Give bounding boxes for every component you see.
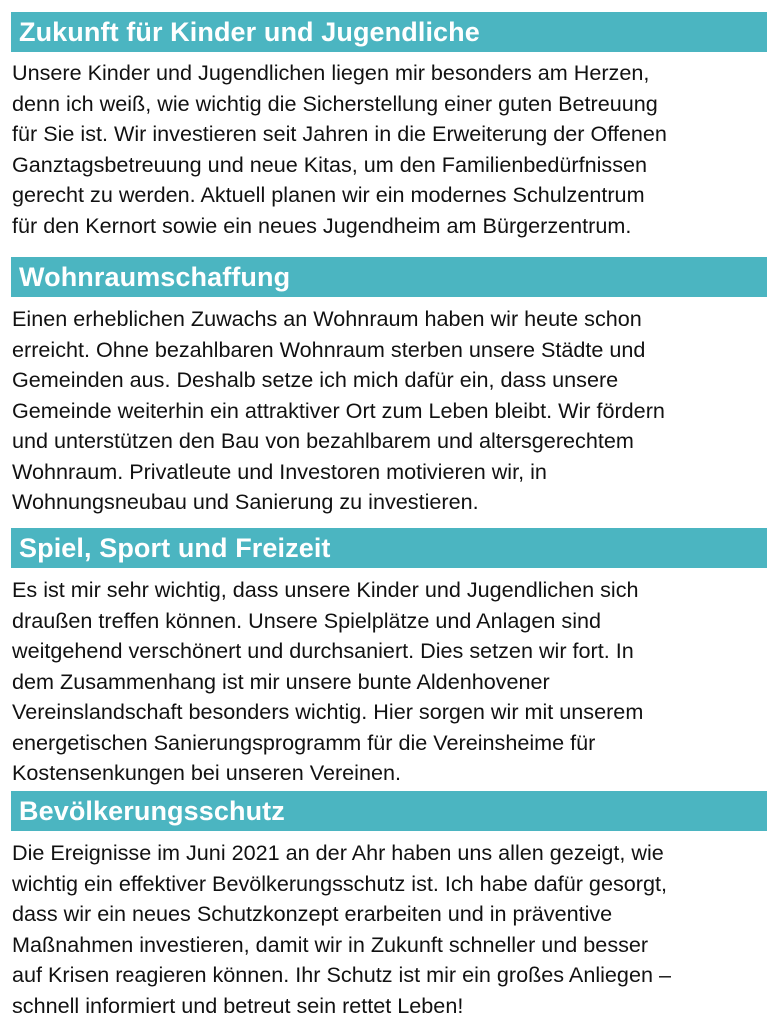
section-heading: Bevölkerungsschutz	[19, 796, 285, 826]
section-paragraph	[12, 58, 772, 241]
paragraph-line: dass wir ein neues Schutzkonzept erarbeiten und in präventive	[12, 901, 613, 926]
paragraph-line: auf Krisen reagieren können. Ihr Schutz ist mir ein großes Anliegen –	[12, 962, 671, 987]
paragraph-line: Maßnahmen investieren, damit wir in Zukunft schneller und besser	[12, 931, 649, 957]
section-paragraph	[12, 838, 772, 1021]
paragraph-line: Einen erheblichen Zuwachs an Wohnraum haben wir heute schon	[12, 306, 642, 331]
paragraph-line: Vereinslandschaft besonders wichtig. Hier sorgen wir mit unserem	[12, 699, 644, 724]
section-paragraph	[12, 575, 772, 789]
paragraph-line: für Sie ist. Wir investieren seit Jahren in die Erweiterung der Offenen	[12, 121, 667, 146]
paragraph-line: Kostensenkungen bei unseren Vereinen.	[12, 760, 401, 785]
section-heading: Wohnraumschaffung	[19, 262, 291, 292]
paragraph-line: Gemeinden aus. Deshalb setze ich mich dafür ein, dass unsere	[12, 367, 619, 392]
paragraph-line: energetischen Sanierungsprogramm für die Vereinsheime für	[12, 729, 596, 755]
paragraph-line: Ganztagsbetreuung und neue Kitas, um den Familienbedürfnissen	[12, 151, 648, 177]
section-heading-bar	[11, 12, 767, 52]
paragraph-line: und unterstützen den Bau von bezahlbarem und altersgerechtem	[12, 428, 634, 453]
paragraph-line: Wohnungsneubau und Sanierung zu investieren.	[12, 489, 479, 514]
paragraph-line: Es ist mir sehr wichtig, dass unsere Kinder und Jugendlichen sich	[12, 577, 639, 602]
paragraph-line: für den Kernort sowie ein neues Jugendheim am Bürgerzentrum.	[12, 212, 632, 238]
paragraph-line: Gemeinde weiterhin ein attraktiver Ort zum Leben bleibt. Wir fördern	[12, 397, 665, 423]
paragraph-line: denn ich weiß, wie wichtig die Sicherstellung einer guten Betreuung	[12, 90, 658, 116]
section-heading-bar	[11, 528, 767, 568]
paragraph-line: erreicht. Ohne bezahlbaren Wohnraum sterben unsere Städte und	[12, 336, 646, 362]
paragraph-line: wichtig ein effektiver Bevölkerungsschutz ist. Ich habe dafür gesorgt,	[12, 870, 667, 896]
section-heading-bar	[11, 257, 767, 297]
section-heading: Spiel, Sport und Freizeit	[19, 533, 331, 563]
paragraph-line: Unsere Kinder und Jugendlichen liegen mir besonders am Herzen,	[12, 60, 650, 85]
paragraph-line: Wohnraum. Privatleute und Investoren motivieren wir, in	[12, 458, 547, 484]
paragraph-line: schnell informiert und betreut sein rettet Leben!	[12, 992, 464, 1018]
section-heading: Zukunft für Kinder und Jugendliche	[19, 17, 480, 47]
paragraph-line: weitgehend verschönert und durchsaniert. Dies setzen wir fort. In	[12, 638, 634, 663]
section-heading-bar	[11, 791, 767, 831]
paragraph-line: Die Ereignisse im Juni 2021 an der Ahr haben uns allen gezeigt, wie	[12, 840, 664, 865]
paragraph-line: gerecht zu werden. Aktuell planen wir ein modernes Schulzentrum	[12, 182, 645, 207]
paragraph-line: draußen treffen können. Unsere Spielplätze und Anlagen sind	[12, 607, 602, 633]
section-paragraph	[12, 304, 772, 518]
paragraph-line: dem Zusammenhang ist mir unsere bunte Aldenhovener	[12, 668, 550, 694]
